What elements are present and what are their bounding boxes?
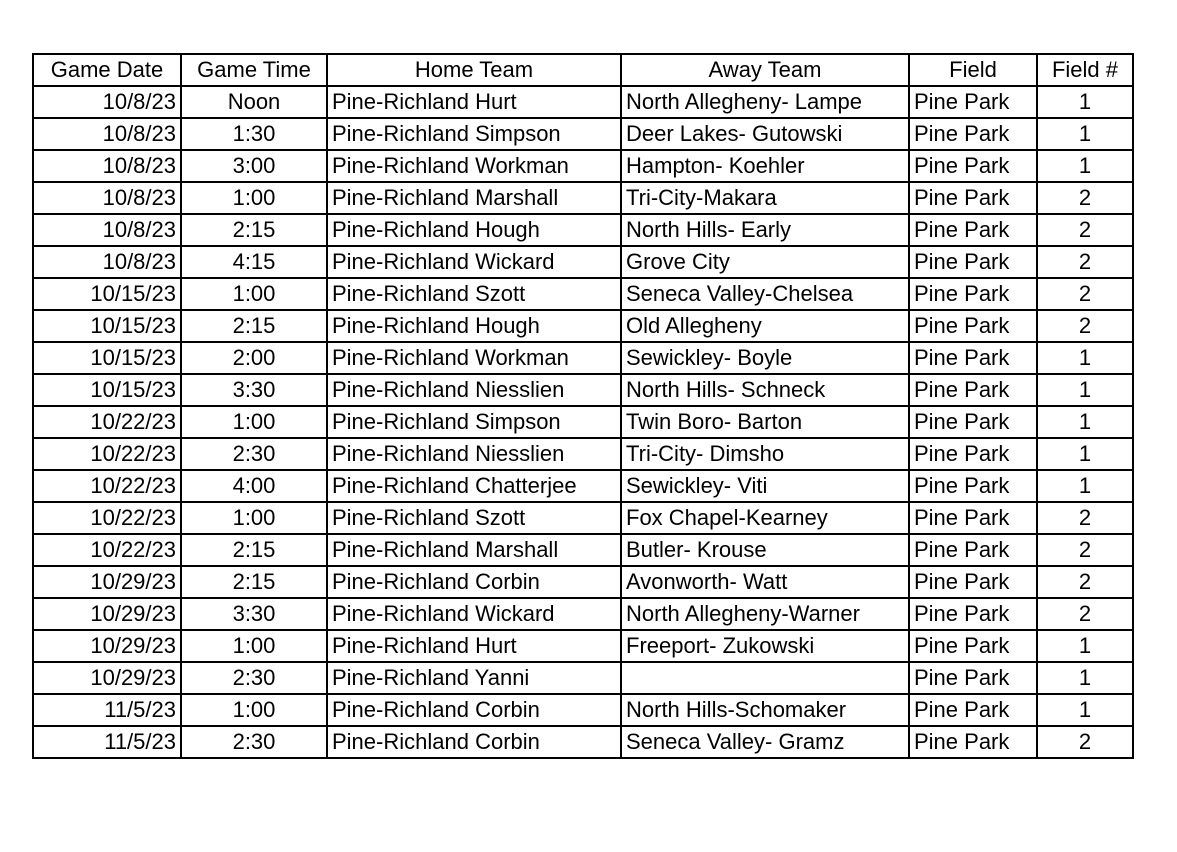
field-cell: Pine Park [909, 406, 1037, 438]
game-date-cell: 10/8/23 [33, 214, 181, 246]
game-date-cell: 10/22/23 [33, 502, 181, 534]
game-time-cell: 2:15 [181, 534, 327, 566]
away-team-cell: North Hills-Schomaker [621, 694, 909, 726]
game-date-cell: 10/15/23 [33, 310, 181, 342]
field-cell: Pine Park [909, 470, 1037, 502]
table-row [33, 694, 1133, 726]
away-team-cell: Deer Lakes- Gutowski [621, 118, 909, 150]
field-number-cell: 1 [1037, 662, 1133, 694]
game-date-cell: 10/8/23 [33, 150, 181, 182]
away-team-cell: Sewickley- Viti [621, 470, 909, 502]
game-date-cell: 10/29/23 [33, 630, 181, 662]
game-time-cell: 2:15 [181, 310, 327, 342]
away-team-cell: Sewickley- Boyle [621, 342, 909, 374]
game-date-cell: 10/22/23 [33, 470, 181, 502]
field-cell: Pine Park [909, 566, 1037, 598]
home-team-cell: Pine-Richland Simpson [327, 406, 621, 438]
home-team-cell: Pine-Richland Hough [327, 214, 621, 246]
field-cell: Pine Park [909, 726, 1037, 758]
home-team-cell: Pine-Richland Marshall [327, 534, 621, 566]
game-time-cell: 3:30 [181, 598, 327, 630]
field-number-cell: 2 [1037, 502, 1133, 534]
game-time-cell: 1:00 [181, 630, 327, 662]
field-number-cell: 1 [1037, 150, 1133, 182]
header-game-time: Game Time [181, 54, 327, 86]
field-cell: Pine Park [909, 278, 1037, 310]
game-time-cell: 1:00 [181, 502, 327, 534]
game-date-cell: 11/5/23 [33, 726, 181, 758]
game-time-cell: 1:00 [181, 694, 327, 726]
field-number-cell: 2 [1037, 534, 1133, 566]
away-team-cell: Fox Chapel-Kearney [621, 502, 909, 534]
home-team-cell: Pine-Richland Hough [327, 310, 621, 342]
field-number-cell: 2 [1037, 310, 1133, 342]
game-time-cell: 1:30 [181, 118, 327, 150]
table-row [33, 182, 1133, 214]
away-team-cell: Avonworth- Watt [621, 566, 909, 598]
field-cell: Pine Park [909, 630, 1037, 662]
field-number-cell: 2 [1037, 598, 1133, 630]
game-date-cell: 10/29/23 [33, 662, 181, 694]
game-time-cell: 2:00 [181, 342, 327, 374]
field-number-cell: 1 [1037, 630, 1133, 662]
header-field-number: Field # [1037, 54, 1133, 86]
field-cell: Pine Park [909, 342, 1037, 374]
table-row [33, 214, 1133, 246]
game-time-cell: 4:00 [181, 470, 327, 502]
game-time-cell: Noon [181, 86, 327, 118]
game-time-cell: 3:30 [181, 374, 327, 406]
home-team-cell: Pine-Richland Wickard [327, 246, 621, 278]
field-cell: Pine Park [909, 214, 1037, 246]
table-row [33, 150, 1133, 182]
header-row [33, 54, 1133, 86]
game-time-cell: 2:15 [181, 566, 327, 598]
game-time-cell: 3:00 [181, 150, 327, 182]
field-number-cell: 2 [1037, 214, 1133, 246]
game-time-cell: 2:30 [181, 662, 327, 694]
field-cell: Pine Park [909, 374, 1037, 406]
table-row [33, 86, 1133, 118]
home-team-cell: Pine-Richland Szott [327, 502, 621, 534]
game-date-cell: 10/22/23 [33, 438, 181, 470]
field-number-cell: 1 [1037, 470, 1133, 502]
table-row [33, 342, 1133, 374]
home-team-cell: Pine-Richland Chatterjee [327, 470, 621, 502]
game-date-cell: 10/22/23 [33, 534, 181, 566]
header-field: Field [909, 54, 1037, 86]
game-date-cell: 10/8/23 [33, 246, 181, 278]
home-team-cell: Pine-Richland Niesslien [327, 374, 621, 406]
away-team-cell: Seneca Valley- Gramz [621, 726, 909, 758]
field-cell: Pine Park [909, 182, 1037, 214]
game-date-cell: 10/22/23 [33, 406, 181, 438]
game-time-cell: 2:15 [181, 214, 327, 246]
home-team-cell: Pine-Richland Niesslien [327, 438, 621, 470]
home-team-cell: Pine-Richland Simpson [327, 118, 621, 150]
table-row [33, 246, 1133, 278]
away-team-cell: Butler- Krouse [621, 534, 909, 566]
field-cell: Pine Park [909, 534, 1037, 566]
field-number-cell: 1 [1037, 342, 1133, 374]
away-team-cell: North Allegheny-Warner [621, 598, 909, 630]
field-number-cell: 1 [1037, 374, 1133, 406]
game-time-cell: 2:30 [181, 726, 327, 758]
away-team-cell: Hampton- Koehler [621, 150, 909, 182]
field-cell: Pine Park [909, 86, 1037, 118]
header-home-team: Home Team [327, 54, 621, 86]
table-row [33, 630, 1133, 662]
away-team-cell: Freeport- Zukowski [621, 630, 909, 662]
table-row [33, 470, 1133, 502]
field-cell: Pine Park [909, 598, 1037, 630]
field-number-cell: 1 [1037, 438, 1133, 470]
game-time-cell: 2:30 [181, 438, 327, 470]
game-time-cell: 1:00 [181, 182, 327, 214]
home-team-cell: Pine-Richland Yanni [327, 662, 621, 694]
field-cell: Pine Park [909, 150, 1037, 182]
game-schedule-table [32, 53, 1134, 759]
field-cell: Pine Park [909, 118, 1037, 150]
home-team-cell: Pine-Richland Workman [327, 342, 621, 374]
game-date-cell: 11/5/23 [33, 694, 181, 726]
table-row [33, 278, 1133, 310]
home-team-cell: Pine-Richland Corbin [327, 726, 621, 758]
game-time-cell: 4:15 [181, 246, 327, 278]
field-number-cell: 1 [1037, 406, 1133, 438]
field-cell: Pine Park [909, 246, 1037, 278]
game-date-cell: 10/15/23 [33, 342, 181, 374]
field-cell: Pine Park [909, 438, 1037, 470]
table-row [33, 310, 1133, 342]
game-time-cell: 1:00 [181, 406, 327, 438]
away-team-cell: Twin Boro- Barton [621, 406, 909, 438]
field-number-cell: 2 [1037, 182, 1133, 214]
table-row [33, 118, 1133, 150]
table-row [33, 566, 1133, 598]
field-number-cell: 2 [1037, 278, 1133, 310]
field-cell: Pine Park [909, 502, 1037, 534]
home-team-cell: Pine-Richland Hurt [327, 630, 621, 662]
away-team-cell: Tri-City- Dimsho [621, 438, 909, 470]
header-game-date: Game Date [33, 54, 181, 86]
away-team-cell: North Allegheny- Lampe [621, 86, 909, 118]
home-team-cell: Pine-Richland Wickard [327, 598, 621, 630]
field-cell: Pine Park [909, 694, 1037, 726]
away-team-cell: Grove City [621, 246, 909, 278]
table-row [33, 726, 1133, 758]
game-date-cell: 10/8/23 [33, 86, 181, 118]
away-team-cell: North Hills- Schneck [621, 374, 909, 406]
game-date-cell: 10/8/23 [33, 182, 181, 214]
home-team-cell: Pine-Richland Workman [327, 150, 621, 182]
field-cell: Pine Park [909, 662, 1037, 694]
field-number-cell: 1 [1037, 86, 1133, 118]
table-row [33, 406, 1133, 438]
away-team-cell [621, 662, 909, 694]
table-row [33, 374, 1133, 406]
table-row [33, 534, 1133, 566]
table-row [33, 598, 1133, 630]
field-number-cell: 1 [1037, 694, 1133, 726]
away-team-cell: Seneca Valley-Chelsea [621, 278, 909, 310]
game-date-cell: 10/29/23 [33, 566, 181, 598]
schedule-body [33, 86, 1133, 758]
game-date-cell: 10/29/23 [33, 598, 181, 630]
home-team-cell: Pine-Richland Szott [327, 278, 621, 310]
field-number-cell: 2 [1037, 566, 1133, 598]
home-team-cell: Pine-Richland Corbin [327, 694, 621, 726]
table-row [33, 502, 1133, 534]
game-time-cell: 1:00 [181, 278, 327, 310]
home-team-cell: Pine-Richland Hurt [327, 86, 621, 118]
field-cell: Pine Park [909, 310, 1037, 342]
game-date-cell: 10/8/23 [33, 118, 181, 150]
away-team-cell: North Hills- Early [621, 214, 909, 246]
game-date-cell: 10/15/23 [33, 374, 181, 406]
table-row [33, 662, 1133, 694]
header-away-team: Away Team [621, 54, 909, 86]
table-row [33, 438, 1133, 470]
away-team-cell: Old Allegheny [621, 310, 909, 342]
field-number-cell: 2 [1037, 726, 1133, 758]
away-team-cell: Tri-City-Makara [621, 182, 909, 214]
field-number-cell: 1 [1037, 118, 1133, 150]
home-team-cell: Pine-Richland Marshall [327, 182, 621, 214]
field-number-cell: 2 [1037, 246, 1133, 278]
game-date-cell: 10/15/23 [33, 278, 181, 310]
home-team-cell: Pine-Richland Corbin [327, 566, 621, 598]
